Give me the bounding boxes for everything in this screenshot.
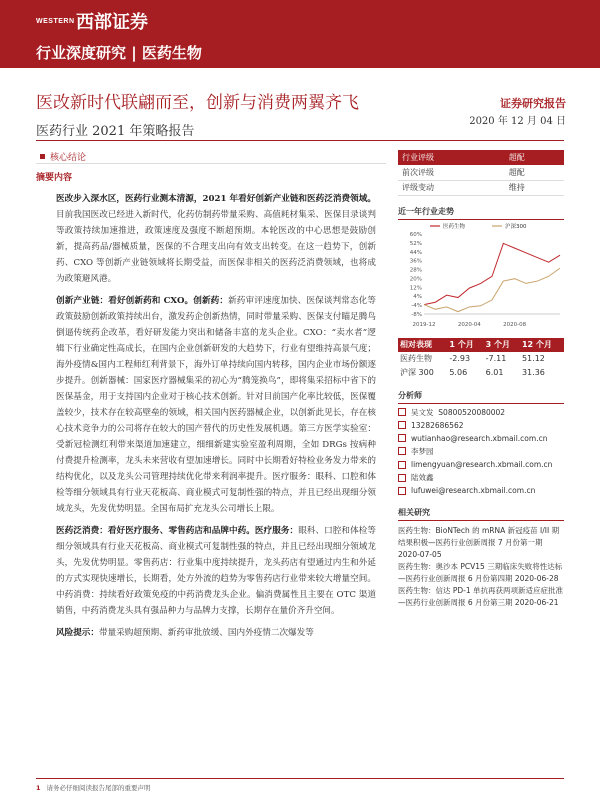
disclaimer-note: 请务必仔细阅读报告尾部的重要声明	[46, 784, 151, 792]
analyst-cert: S0800520080002	[438, 407, 506, 417]
table-cell: 5.06	[449, 368, 468, 377]
report-subtitle: 医药行业 2021 年策略报告	[36, 124, 195, 139]
list-item[interactable]: 医药生物：信达 PD-1 单抗再获两项新适应症批准—医药行业创新周报 6 月份第三期 2020-06-21	[398, 586, 564, 608]
footer-divider	[36, 778, 564, 779]
list-item[interactable]: 医药生物：BioNTech 的 mRNA 新冠疫苗 I/II 期结果积极—医药行业创新周报 7 月份第一期 2020-07-05	[398, 526, 560, 560]
table-row	[398, 352, 564, 366]
table-row	[398, 150, 564, 165]
related-research-list	[398, 525, 564, 609]
person-icon	[398, 408, 406, 416]
rating-value: 超配	[505, 165, 564, 180]
paragraph	[56, 294, 376, 518]
paragraph-text: 带量采购超预期、新药审批放缓、国内外疫情二次爆发等	[98, 627, 314, 638]
analyst-name: 李梦园	[411, 446, 434, 456]
bullet-icon	[40, 154, 45, 159]
x-tick-label: 2020-04	[457, 321, 481, 328]
header-cell: 相对表现	[398, 338, 447, 352]
table-cell: 51.12	[521, 354, 545, 363]
performance-table	[398, 338, 564, 380]
analyst-email-row	[398, 458, 564, 471]
table-cell: 6.01	[485, 368, 504, 377]
analyst-name-row	[398, 471, 564, 484]
related-title: 相关研究	[398, 507, 564, 521]
analyst-phone-row	[398, 419, 564, 432]
paragraph-lead: 医药泛消费：看好医疗服务、零售药店和品牌中药。医疗服务：	[56, 525, 299, 536]
sidebar	[398, 150, 564, 609]
report-type: 证券研究报告	[500, 97, 566, 110]
y-tick-label: 44%	[409, 249, 422, 256]
table-cell: -2.93	[449, 354, 471, 363]
section-tag-label: 核心结论	[50, 153, 87, 163]
paragraph-text: 眼科、口腔和体检等细分领域具有行业天花板高、商业模式可复制性强的特点，并且已经出现细分领域龙头，先发优势明显。零售药店：行业集中度持续提升，龙头药店有望通过内生和外延的方式实现快速增长，长期看，处方外流的趋势为零售药店行业带来较大增量空间。中药消费：持续看好政策免疫的中药消费龙头企业。偏消费属性且主要在 OTC 渠道销售，中药消费龙头具有强品种力与品牌力支撑，长期存在量价齐升空间。	[56, 525, 376, 616]
summary-body	[56, 192, 376, 648]
x-tick-label: 2020-08	[503, 321, 527, 328]
title-divider	[36, 140, 564, 141]
phone-icon	[398, 421, 406, 429]
header-cell: 1 个月	[447, 338, 483, 352]
table-cell: 医药生物	[400, 354, 432, 363]
table-row	[398, 366, 564, 380]
rating-label: 前次评级	[398, 165, 505, 180]
mail-icon	[398, 461, 406, 469]
page-footer	[36, 783, 151, 792]
analyst-name: 陆效鑫	[411, 473, 434, 483]
rating-table	[398, 150, 564, 196]
legend-label: 医药生物	[443, 223, 466, 230]
y-tick-label: 52%	[409, 240, 422, 247]
mail-icon	[398, 487, 406, 495]
analyst-email[interactable]: lufuwei@research.xbmail.com.cn	[411, 486, 536, 496]
paragraph-text: 目前我国医改已经进入新时代，化药仿制药带量采购、高值耗材集采、医保目录谈判等政策持续加速推进，政策速度及强度不断超预期。本轮医改的中心思想是鼓励创新，提高药品/器械质量，医保的不合理支出向有效支出转变。在这一趋势下，创新药、CXO 等创新产业链领域将长期受益，而医保非相关的医药泛消费领域，也将成为政策避风港。	[56, 209, 376, 284]
trend-title: 近一年行业走势	[398, 206, 564, 220]
rating-value: 维持	[505, 180, 564, 195]
table-row	[398, 165, 564, 180]
y-tick-label: 20%	[409, 275, 422, 282]
y-tick-label: 12%	[409, 284, 422, 291]
mail-icon	[398, 434, 406, 442]
y-tick-label: 60%	[409, 231, 422, 238]
trend-chart	[398, 220, 564, 330]
header-subtitle: 行业深度研究 | 医药生物	[36, 44, 202, 62]
table-cell: 沪深 300	[400, 368, 434, 377]
paragraph	[56, 524, 376, 620]
paragraph	[56, 192, 376, 288]
report-title: 医改新时代联翩而至，创新与消费两翼齐飞	[36, 93, 359, 113]
page-number: 1	[36, 784, 41, 792]
analyst-email-row	[398, 484, 564, 497]
person-icon	[398, 474, 406, 482]
series-line	[424, 268, 560, 312]
y-tick-label: 4%	[413, 293, 422, 300]
paragraph-lead: 医改步入深水区，医药行业测本清源，2021 年看好创新产业链和医药泛消费领域。	[56, 194, 376, 204]
analyst-email[interactable]: limengyuan@research.xbmail.com.cn	[411, 460, 553, 469]
rating-value: 超配	[505, 150, 564, 165]
paragraph-lead: 创新产业链：看好创新药和 CXO。创新药：	[56, 295, 229, 306]
report-date: 2020 年 12 月 04 日	[469, 116, 566, 127]
paragraph-lead: 风险提示：	[56, 627, 99, 638]
list-item[interactable]: 医药生物：奥沙本 PCV15 三期临床失败将性达标—医药行业创新周报 6 月份第四期 2020-06-28	[398, 562, 563, 584]
analyst-list	[398, 406, 564, 498]
y-tick-label: 28%	[409, 267, 422, 274]
summary-heading: 摘要内容	[36, 173, 73, 183]
header-cell: 12 个月	[520, 338, 564, 352]
table-cell: -7.11	[485, 354, 507, 363]
legend-label: 沪深300	[505, 223, 527, 230]
paragraph-text: 新药审评速度加快、医保谈判常态化等政策鼓励创新政策持续出台，激发药企创新热情，同时带量采购、医保支付瞄足腾鸟倒逼传统药企改革，看好研发能力突出和储备丰富的龙头企业。CXO：“卖水者”逻辑下行业确定性高成长，在国内企业创新研发的大趋势下，行业有望维持高景气度；海外疫情&国内工程师红利背景下，海外订单持续向国内转移，国内企业市场份额逐步提升。创新器械：国家医疗器械集采的初心为“腾笼换鸟”，即将集采招标中省下的医保基金，用于支持国内企业对于核心技术创新。针对目前国产化率比较低，医保覆盖较少，技术存在较高壁垒的领域，相关国内医药器械企业，以创新此见长，存在核心技术竞争力的公司将存在较大的国产替代的历史性发展机遇。第三方医学实验室：受新冠检测红利带来渠道加速建立，细细新建实验室盈利周期，全如 DRGs 按病种付费提升检测率，龙头未来营收有望加速增长。同时中长期看好特检业务发力带来的结构优化，以及龙头公司管理持续优化带来利润率提升。医疗服务：眼科、口腔和体检等细分领域具有行业天花板高、商业模式可复制性强的特点，并且已经出现细分领域龙头，先发优势明显。全国布局扩充龙头公司增长上限。	[56, 295, 376, 514]
paragraph	[56, 626, 376, 642]
x-tick-label: 2019-12	[412, 321, 436, 328]
rating-label: 评级变动	[398, 180, 505, 195]
logo-cn: 西部证券	[76, 12, 148, 33]
analyst-phone: 13282686562	[411, 420, 464, 430]
analyst-name: 吴文发	[411, 407, 434, 417]
analyst-email[interactable]: wutianhao@research.xbmail.com.cn	[411, 433, 548, 443]
analyst-name-row	[398, 406, 564, 419]
y-tick-label: -4%	[411, 302, 422, 309]
analyst-email-row	[398, 432, 564, 445]
y-tick-label: 36%	[409, 258, 422, 265]
table-header-row	[398, 338, 564, 352]
person-icon	[398, 447, 406, 455]
table-row	[398, 180, 564, 195]
series-line	[424, 243, 560, 304]
y-tick-label: -8%	[411, 311, 422, 318]
analyst-name-row	[398, 445, 564, 458]
rating-label: 行业评级	[398, 150, 505, 165]
analysts-title: 分析师	[398, 390, 564, 404]
header-cell: 3 个月	[484, 338, 520, 352]
logo-en: WESTERN	[36, 18, 75, 25]
table-cell: 31.36	[521, 368, 545, 377]
section-tag	[36, 150, 386, 164]
report-header	[0, 0, 600, 68]
